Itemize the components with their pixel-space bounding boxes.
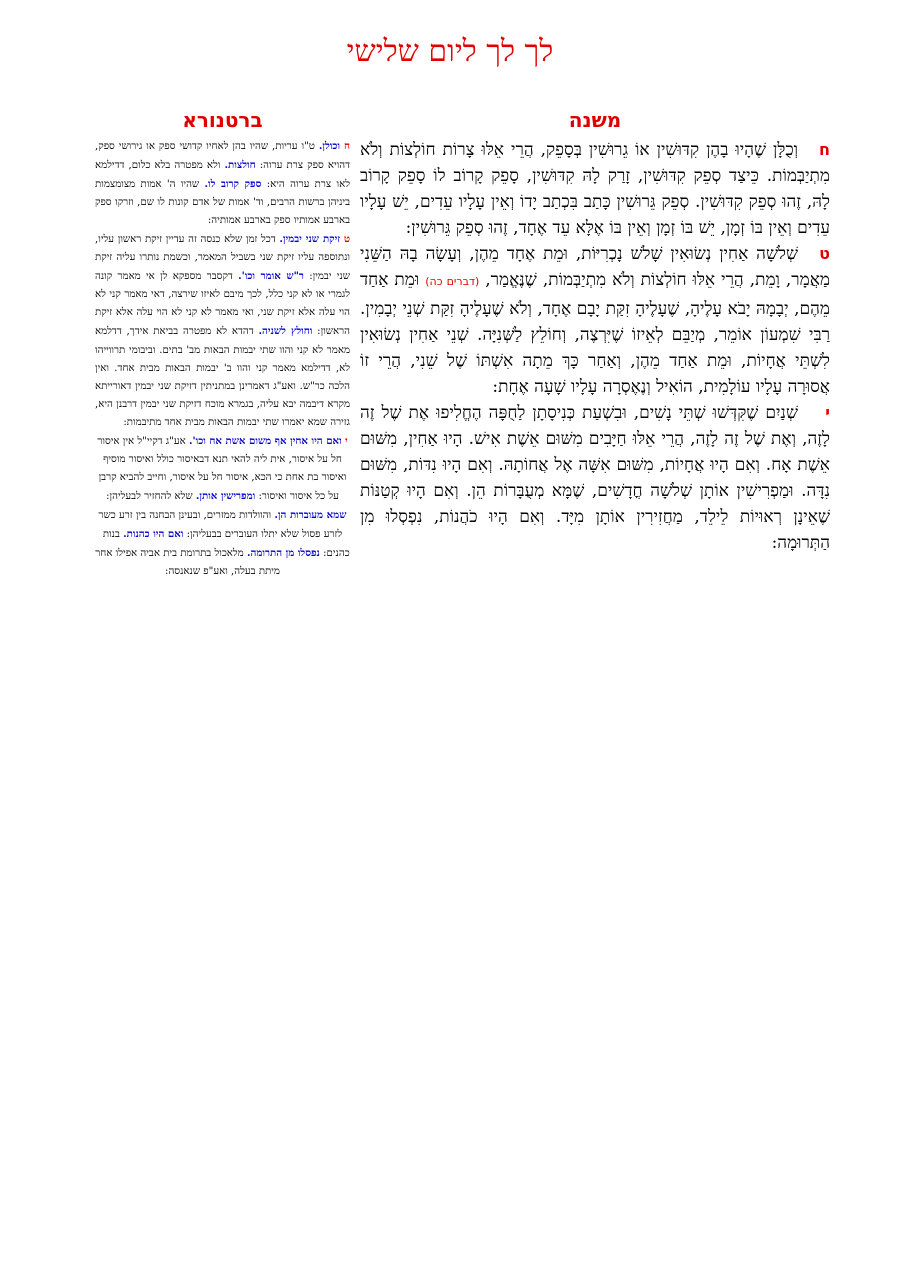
commentary-paragraph xyxy=(95,432,350,581)
bartenura-column xyxy=(95,137,350,581)
mishna-paragraph-10 xyxy=(360,400,830,557)
page-title: לך לך ליום שלישי xyxy=(346,34,554,69)
mishna-number: י xyxy=(825,402,830,422)
commentary-heading: וחולץ לשניה. xyxy=(258,325,313,338)
commentary-heading: זיקת שני יבמין. xyxy=(279,233,341,246)
commentary-text: שלא להחזיר לבעליהן: xyxy=(106,490,196,502)
commentary-paragraph xyxy=(95,137,350,230)
mishna-text: שְׁנַיִם שֶׁקִּדְּשׁוּ שְׁתֵּי נָשִׁים, וּבִשְׁעַת כְּנִיסָתָן לַחֻפָּה הֶחֱלִיפוּ אֶת שֶׁל זֶה לָזֶה, וְאֶת שֶׁל זֶה לָזֶה, הֲרֵי אֵלּוּ חַיָּבִים מִשּׁוּם אֵשֶׁת אִישׁ. הָיוּ אַחִין, מִשּׁוּם אֵשֶׁת אָח. וְאִם הָיוּ אֲחָיוֹת, מִשּׁוּם אִשָּׁה אֶל אֲחוֹתָהּ. וְאִם הָיוּ נִדּוֹת, מִשּׁוּם נִדָּה. וּמַפְרִישִׁין אוֹתָן שְׁלֹשָׁה חֳדָשִׁים, שֶׁמָּא מְעֻבָּרוֹת הֵן. וְאִם הָיוּ קְטַנּוֹת שֶׁאֵינָן רְאוּיוֹת לֵילֵד, מַחֲזִירִין אוֹתָן מִיָּד. וְאִם הָיוּ כֹהֲנוֹת, נִפְסְלוּ מִן הַתְּרוּמָה: xyxy=(360,402,830,554)
commentary-heading: ספק קרוב לו. xyxy=(204,178,262,191)
mishna-text: וּמֵת אַחַד מֵהֶם, יְבָמָהּ יָבֹא עָלֶיהָ, שֶׁעָלֶיהָ זִקַּת יָבָם אֶחָד, וְלֹא שֶׁעָלֶיהָ זִקַּת שְׁנֵי יְבָמִין. רַבִּי שִׁמְעוֹן אוֹמֵר, מְיַבֵּם לְאֵיזוֹ שֶׁיִּרְצֶה, וְחוֹלֵץ לַשְּׁנִיָּה. שְׁנֵי אַחִין נְשׂוּאִין לִשְׁתֵּי אֲחָיוֹת, וּמֵת אַחַד מֵהֶן, וְאַחַר כָּךְ מֵתָה אִשְׁתּוֹ שֶׁל שֵׁנִי, הֲרֵי זוֹ אֲסוּרָה עָלָיו עוֹלָמִית, הוֹאִיל וְנֶאֶסְרָה עָלָיו שָׁעָה אֶחָת: xyxy=(360,270,830,397)
mishna-paragraph-8 xyxy=(360,137,830,241)
commentary-text: ולא מפטרה בלא כלום, דדילמא לאו צרת ערוה היא: xyxy=(95,160,351,191)
commentary-number: ח xyxy=(343,140,350,152)
mishna-column xyxy=(360,137,830,557)
mishna-text: וְכֻלָּן שֶׁהָיוּ בָהֶן קִדּוּשִׁין אוֹ גֵרוּשִׁין בְּסָפֵק, הֲרֵי אֵלּוּ צָרוֹת חוֹלְצוֹת וְלֹא מִתְיַבְּמוֹת. כֵּיצַד סְפֵק קִדּוּשִׁין, זָרַק לָהּ קִדּוּשִׁין, סָפֵק קָרוֹב לוֹ סָפֵק קָרוֹב לָהּ, זֶהוּ סְפֵק קִדּוּשִׁין. סְפֵק גֵּרוּשִׁין כָּתַב בִּכְתַב יָדוֹ וְאֵין עָלָיו עֵדִים, יֵשׁ עָלָיו עֵדִים וְאֵין בּוֹ זְמָן, יֵשׁ בּוֹ זְמָן וְאֵין בּוֹ אֶלָּא עֵד אֶחָד, זֶהוּ סְפֵק גֵּרוּשִׁין: xyxy=(360,140,830,239)
commentary-text: דכל זמן שלא כנסה זה עדיין זיקת ראשון עליו, ונתוספה עליו זיקת שני בשביל המאמר, וכשמת נותרו עליה זיקת שני יבמין: xyxy=(95,234,351,283)
commentary-heading: ואם היו אחין אף משום אשת אח וכו'. xyxy=(188,434,342,447)
commentary-text: דקסבר מספקא לן אי מאמר קונה לגמרי או לא קני כלל, לכך מיבם לאיזו שירצה, דאי מאמר קני לא הוי עלה אלא זיקת שני, ואי מאמר לא קני לא הוי עלה אלא זיקת הראשון: xyxy=(95,271,350,338)
commentary-text: ט"ו עריות, שהיו בהן לאחיו קדושי ספק או גירושי ספק, דהויא ספק צרת ערוה: xyxy=(95,141,350,172)
commentary-heading: ומפרישין אותן. xyxy=(195,489,256,502)
mishna-number: ח xyxy=(819,140,830,159)
commentary-heading: שמא מעוברות הן. xyxy=(274,508,347,521)
scripture-reference: (דברים כה) xyxy=(425,275,480,289)
commentary-heading: ואם היו כהנות. xyxy=(123,527,184,540)
mishna-number: ט xyxy=(819,244,830,264)
commentary-text: מלאכול בתרומת בית אביה אפילו אחר מיתת בעלה, ואע"פ שנאנסה: xyxy=(95,548,280,578)
commentary-number: ט xyxy=(343,233,350,246)
bartenura-column-header: ברטנורא xyxy=(182,108,263,132)
commentary-heading: חולצות. xyxy=(224,159,256,172)
commentary-text: אע"ג דקיי"ל אין איסור חל על איסור, אית ליה להאי תנא דבאיסור כולל ואיסור מוסיף ואיסור בת אחת כי הכא, איסור חל על איסור, וחייב להביא קרבן על כל איסור ואיסור: xyxy=(97,435,347,502)
mishna-column-header: משנה xyxy=(568,108,622,132)
commentary-text: בנות כהנים: xyxy=(102,528,350,560)
commentary-heading: ר"ש אומר וכו'. xyxy=(238,270,304,283)
mishna-text: שְׁלֹשָׁה אַחִין נְשׂוּאִין שָׁלֹשׁ נָכְרִיּוֹת, וּמֵת אֶחָד מֵהֶן, וְעָשָׂה בָהּ הַשֵּׁנִי מַאֲמָר, וָמֵת, הֲרֵי אֵלּוּ חוֹלְצוֹת וְלֹא מִתְיַבְּמוֹת, שֶׁנֶּאֱמַר, xyxy=(360,244,831,291)
commentary-paragraph xyxy=(95,230,350,432)
commentary-text: והוולדות ממזרים, ובעינן הבחנה בין זרע כשר לזרע פסול שלא יתלו העוברים בבעליהן: xyxy=(98,509,343,540)
commentary-text: שהיו ה' אמות מצומצמות ביניהן ברשות הרבים, וד' אמות של אדם קונות לו שם, וזרקו ספק בארבע אמותיו ספק בארבע אמותיה: xyxy=(95,179,350,227)
commentary-heading: וכולן. xyxy=(318,140,340,152)
mishna-paragraph-9 xyxy=(360,241,830,400)
commentary-heading: נפסלו מן התרומה. xyxy=(246,547,320,560)
commentary-text: דהדא לא מפטרה בביאת אידך, דדלמא מאמר לא קני והוו שתי יבמות הבאות מב' בתים. וביבומי תרווייהו לא, דדילמא מאמר קני והוו ב' יבמות הבאות מבית אחד. ואין הלכה כר"ש. ואע"ג דאמרינן במתניתין דזיקת שני יבמין דאורייתא מקרא דיבמה יבא עליה, בגמרא מוכח דזיקת שני יבמין דרבנן היא, גזירה שמא יאמרו שתי יבמות הבאות מבית אחד מתיבמות: xyxy=(95,326,350,428)
commentary-number: י xyxy=(344,434,348,447)
